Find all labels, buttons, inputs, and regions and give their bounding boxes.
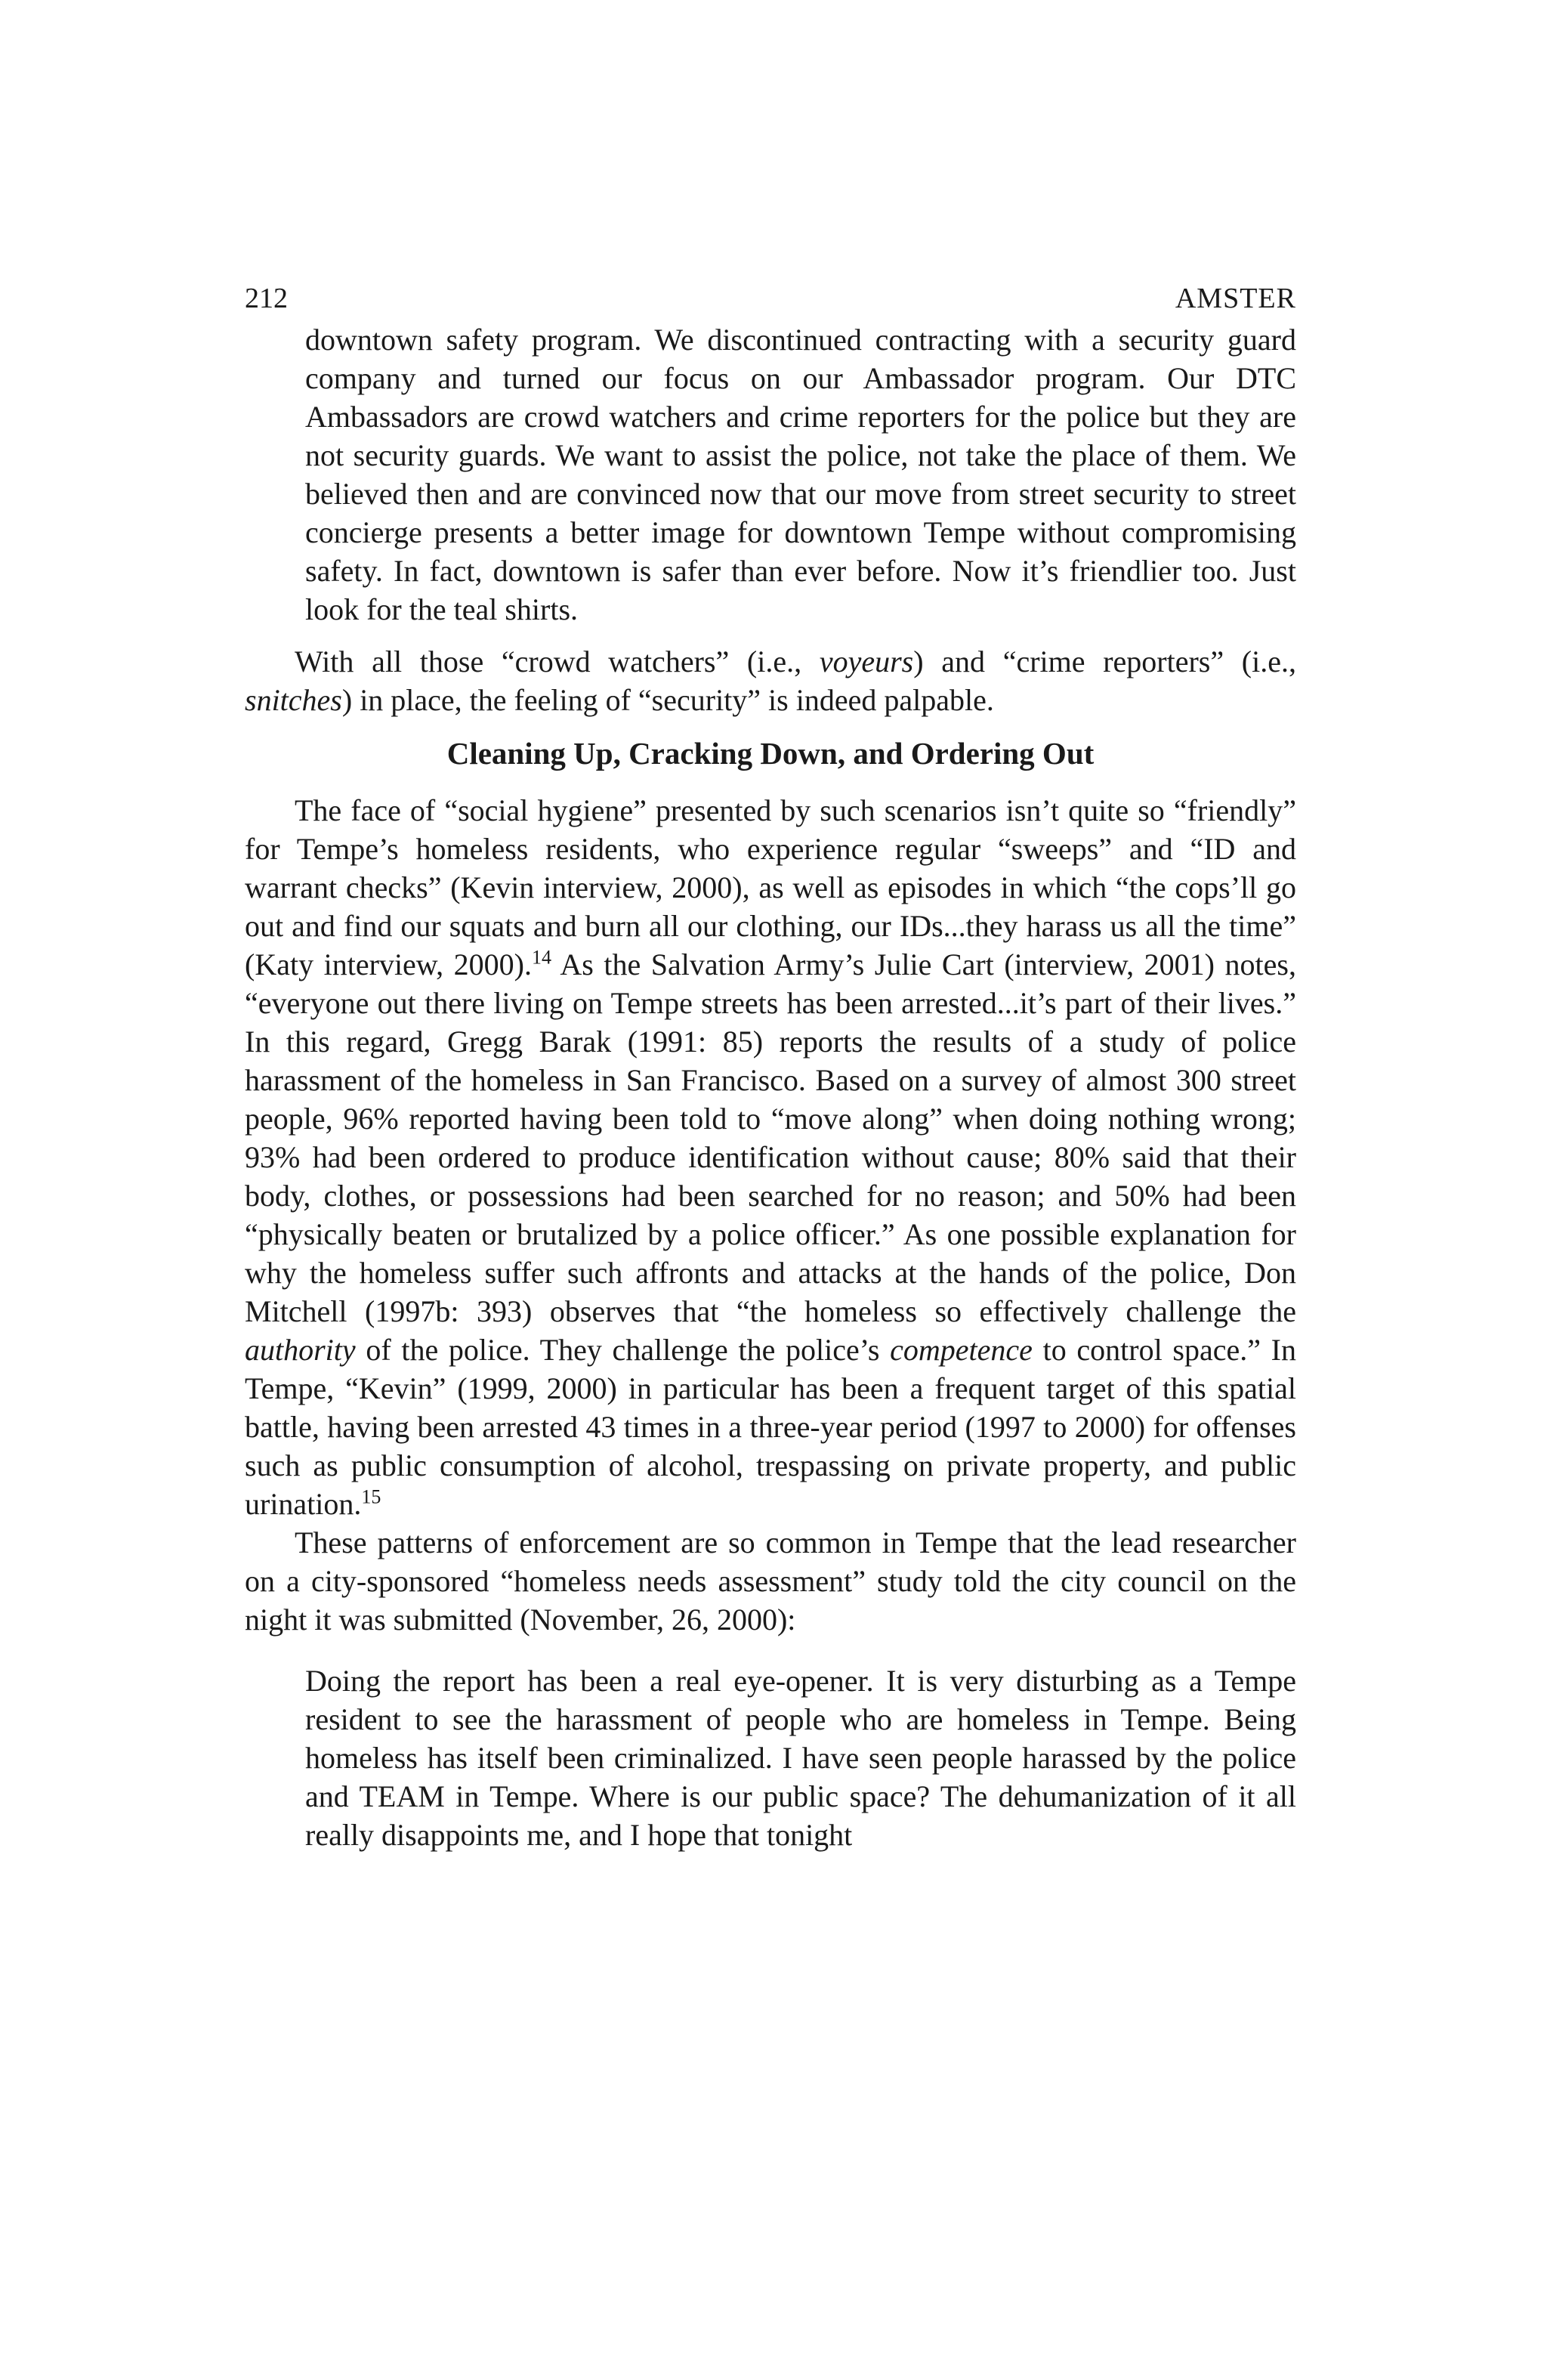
running-head	[245, 280, 1296, 317]
block-quote-needs-assessment: Doing the report has been a real eye-opener. It is very disturbing as a Tempe resident to see the harassment of people who are homeless in Tempe. Being homeless has itself been criminalized. I have seen people harassed by the police and TEAM in Tempe. Where is our public space? The dehumanization of it all really disappoints me, and I hope that tonight	[305, 1664, 1296, 1852]
section-heading: Cleaning Up, Cracking Down, and Ordering Out	[446, 736, 1095, 771]
footnote-ref-14: 14	[531, 946, 551, 969]
body-text	[245, 320, 1296, 1854]
footnote-ref-15: 15	[361, 1485, 381, 1508]
paragraph-enforcement-patterns: These patterns of enforcement are so common in Tempe that the lead researcher on a city-sponsored “homeless needs assessment” study told the city council on the night it was submitted (November, 26, 2000):	[245, 1525, 1296, 1637]
running-author: AMSTER	[1175, 283, 1296, 314]
italic-term-voyeurs: voyeurs	[819, 644, 914, 678]
paragraph-social-hygiene	[245, 791, 1296, 1523]
paragraph-text: of the police. They challenge the police’s	[355, 1333, 891, 1367]
paragraph-text: to control space.” In Tempe, “Kevin” (1999, 2000) in particular has been a frequent target of this spatial battle, having been arrested 43 times in a three-year period (1997 to 2000) for offenses such as public consumption of alcohol, trespassing on private property, and public urination.	[245, 1333, 1296, 1521]
paragraph-text: The face of “social hygiene” presented by such scenarios isn’t quite so “friendly” for Tempe’s homeless residents, who experience regular “sweeps” and “ID and warrant checks” (Kevin interview, 2000), as well as episodes in which “the cops’ll go out and find our squats and burn all our clothing, our IDs...they harass us all the time” (Katy interview, 2000).	[245, 793, 1296, 981]
italic-term-authority: authority	[245, 1333, 356, 1367]
italic-term-competence: competence	[890, 1333, 1033, 1367]
paragraph-text: As the Salvation Army’s Julie Cart (interview, 2001) notes, “everyone out there living on Tempe streets has been arrested...it’s part of their lives.” In this regard, Gregg Barak (1991: 85) reports the results of a study of police harassment of the homeless in San Francisco. Based on a survey of almost 300 street people, 96% reported having been told to “move along” when doing nothing wrong; 93% had been ordered to produce identification without cause; 80% said that their body, clothes, or possessions had been searched for no reason; and 50% had been “physically beaten or brutalized by a police officer.” As one possible explanation for why the homeless suffer such affronts and attacks at the hands of the police, Don Mitchell (1997b: 393) observes that “the homeless so effectively challenge the	[245, 947, 1296, 1328]
block-quote-ambassador-program: downtown safety program. We discontinued contracting with a security guard company and turned our focus on our Ambassador program. Our DTC Ambassadors are crowd watchers and crime reporters for the police but they are not security guards. We want to assist the police, not take the place of them. We believed then and are convinced now that our move from street security to street concierge presents a better image for downtown Tempe without compromising safety. In fact, downtown is safer than ever before. Now it’s friendlier too. Just look for the teal shirts.	[305, 323, 1296, 626]
italic-term-snitches: snitches	[245, 683, 342, 717]
paragraph-text: With all those “crowd watchers” (i.e.,	[295, 644, 820, 678]
paragraph-text: ) in place, the feeling of “security” is indeed palpable.	[341, 683, 994, 717]
paragraph-crowd-watchers	[245, 642, 1296, 719]
paragraph-text: ) and “crime reporters” (i.e.,	[913, 644, 1296, 678]
page-number: 212	[245, 283, 288, 314]
